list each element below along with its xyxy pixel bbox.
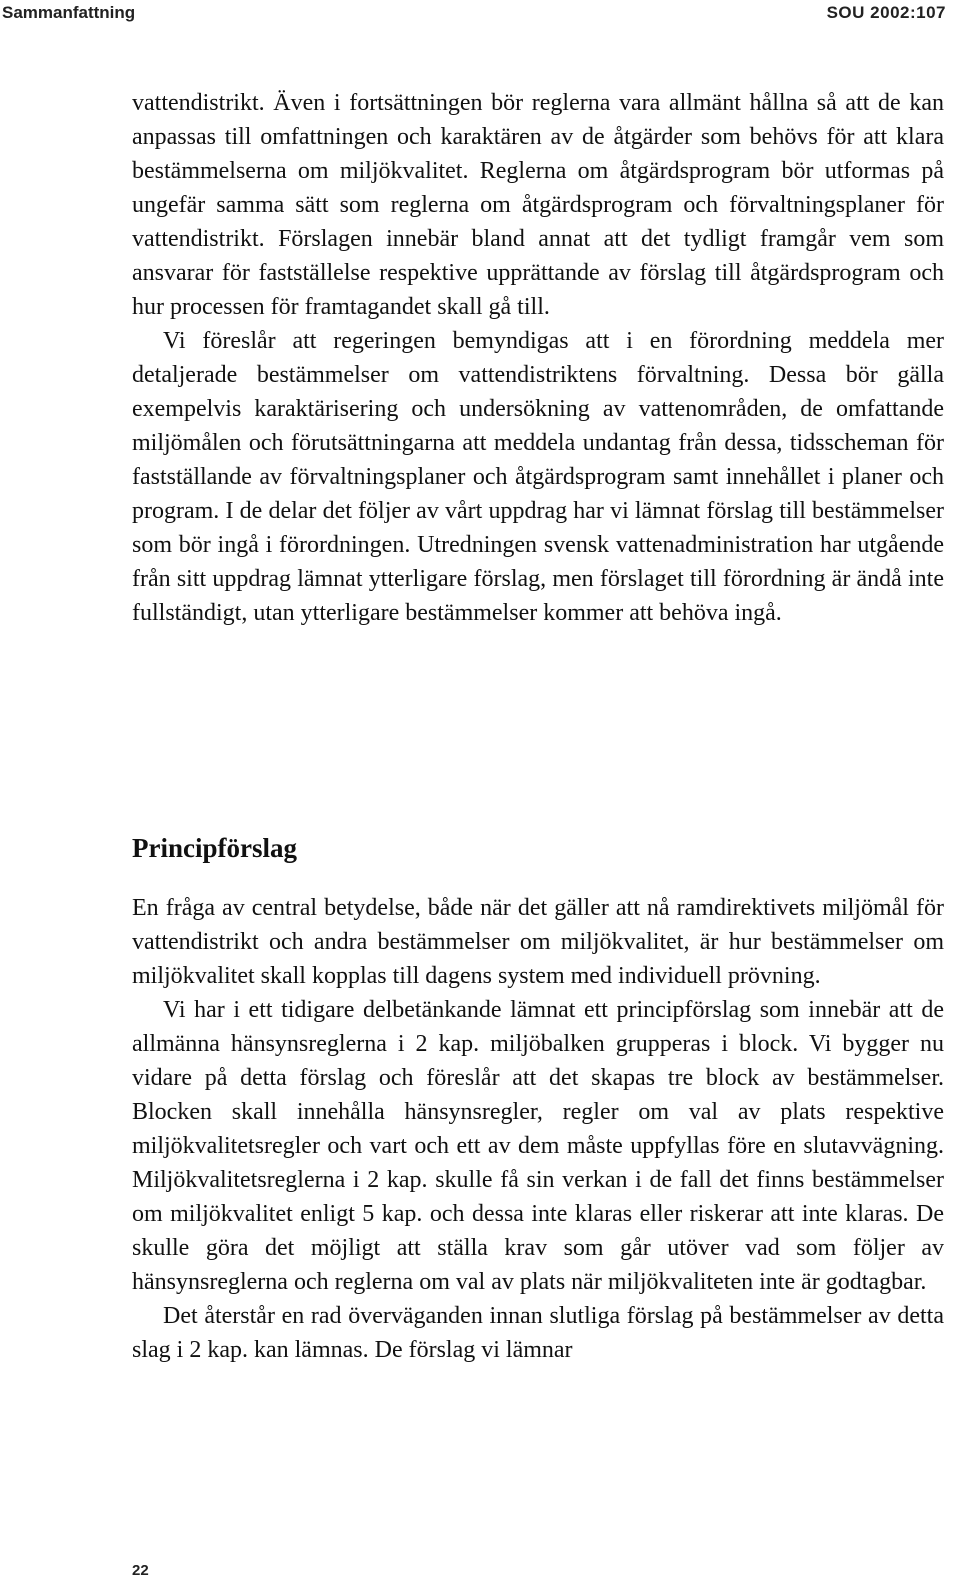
paragraph: vattendistrikt. Även i fortsättningen bör reglerna vara allmänt hållna så att de kan anpassas till omfattningen och karaktären av de åtgärder som behövs för att klara bestämmelserna om miljökvalitet. Reglerna om åtgärdsprogram bör utformas på ungefär samma sätt som reglerna om åtgärdsprogram och förvaltningsplaner för vattendistrikt. Förslagen innebär bland annat att det tydligt framgår vem som ansvarar för fastställelse respektive upprättande av förslag till åtgärdsprogram och hur processen för framtagandet skall gå till. bbox=[132, 90, 944, 320]
paragraph: Det återstår en rad överväganden innan slutliga förslag på bestämmelser av detta slag i 2 kap. kan lämnas. De förslag vi lämnar bbox=[132, 1303, 944, 1363]
running-header bbox=[0, 0, 960, 28]
paragraph: En fråga av central betydelse, både när det gäller att nå ramdirektivets miljömål för vattendistrikt och andra bestämmelser om miljökvalitet, är hur bestämmelser om miljökvalitet skall kopplas till dagens system med individuell prövning. bbox=[132, 895, 944, 989]
running-header-section-title: Sammanfattning bbox=[2, 3, 136, 22]
running-header-document-id: SOU 2002:107 bbox=[826, 3, 946, 22]
section-heading: Principförslag bbox=[132, 833, 297, 863]
body-text-bottom bbox=[132, 891, 944, 1367]
paragraph: Vi föreslår att regeringen bemyndigas att i en förordning meddela mer detaljerade bestämmelser om vattendistriktens förvaltning. Dessa bör gälla exempelvis karaktärisering och undersökning av vattenområden, de omfattande miljömålen och förutsättningarna att meddela undantag från dessa, tidsscheman för fastställande av förvaltningsplaner och åtgärdsprogram samt innehållet i planer och program. I de delar det följer av vårt uppdrag har vi lämnat förslag till bestämmelser som bör ingå i förordningen. Utredningen svensk vattenadministration har utgående från sitt uppdrag lämnat ytterligare förslag, men förslaget till förordning är ändå inte fullständigt, utan ytterligare bestämmelser kommer att behöva ingå. bbox=[132, 328, 944, 626]
page-number: 22 bbox=[132, 1562, 149, 1579]
paragraph: Vi har i ett tidigare delbetänkande lämnat ett principförslag som innebär att de allmänna hänsynsreglerna i 2 kap. miljöbalken grupperas i block. Vi bygger nu vidare på detta förslag och föreslår att det skapas tre block av bestämmelser. Blocken skall innehålla hänsynsregler, regler om val av plats respektive miljökvalitetsregler och vart och ett av dem måste uppfyllas före en slutavvägning. Miljökvalitetsreglerna i 2 kap. skulle få sin verkan i de fall det finns bestämmelser om miljökvalitet enligt 5 kap. och dessa inte klaras eller riskerar att inte klaras. De skulle göra det möjligt att ställa krav som går utöver vad som följer av hänsynsreglerna och reglerna om val av plats när miljökvaliteten inte är godtagbar. bbox=[132, 997, 944, 1295]
body-text-top bbox=[132, 86, 944, 630]
